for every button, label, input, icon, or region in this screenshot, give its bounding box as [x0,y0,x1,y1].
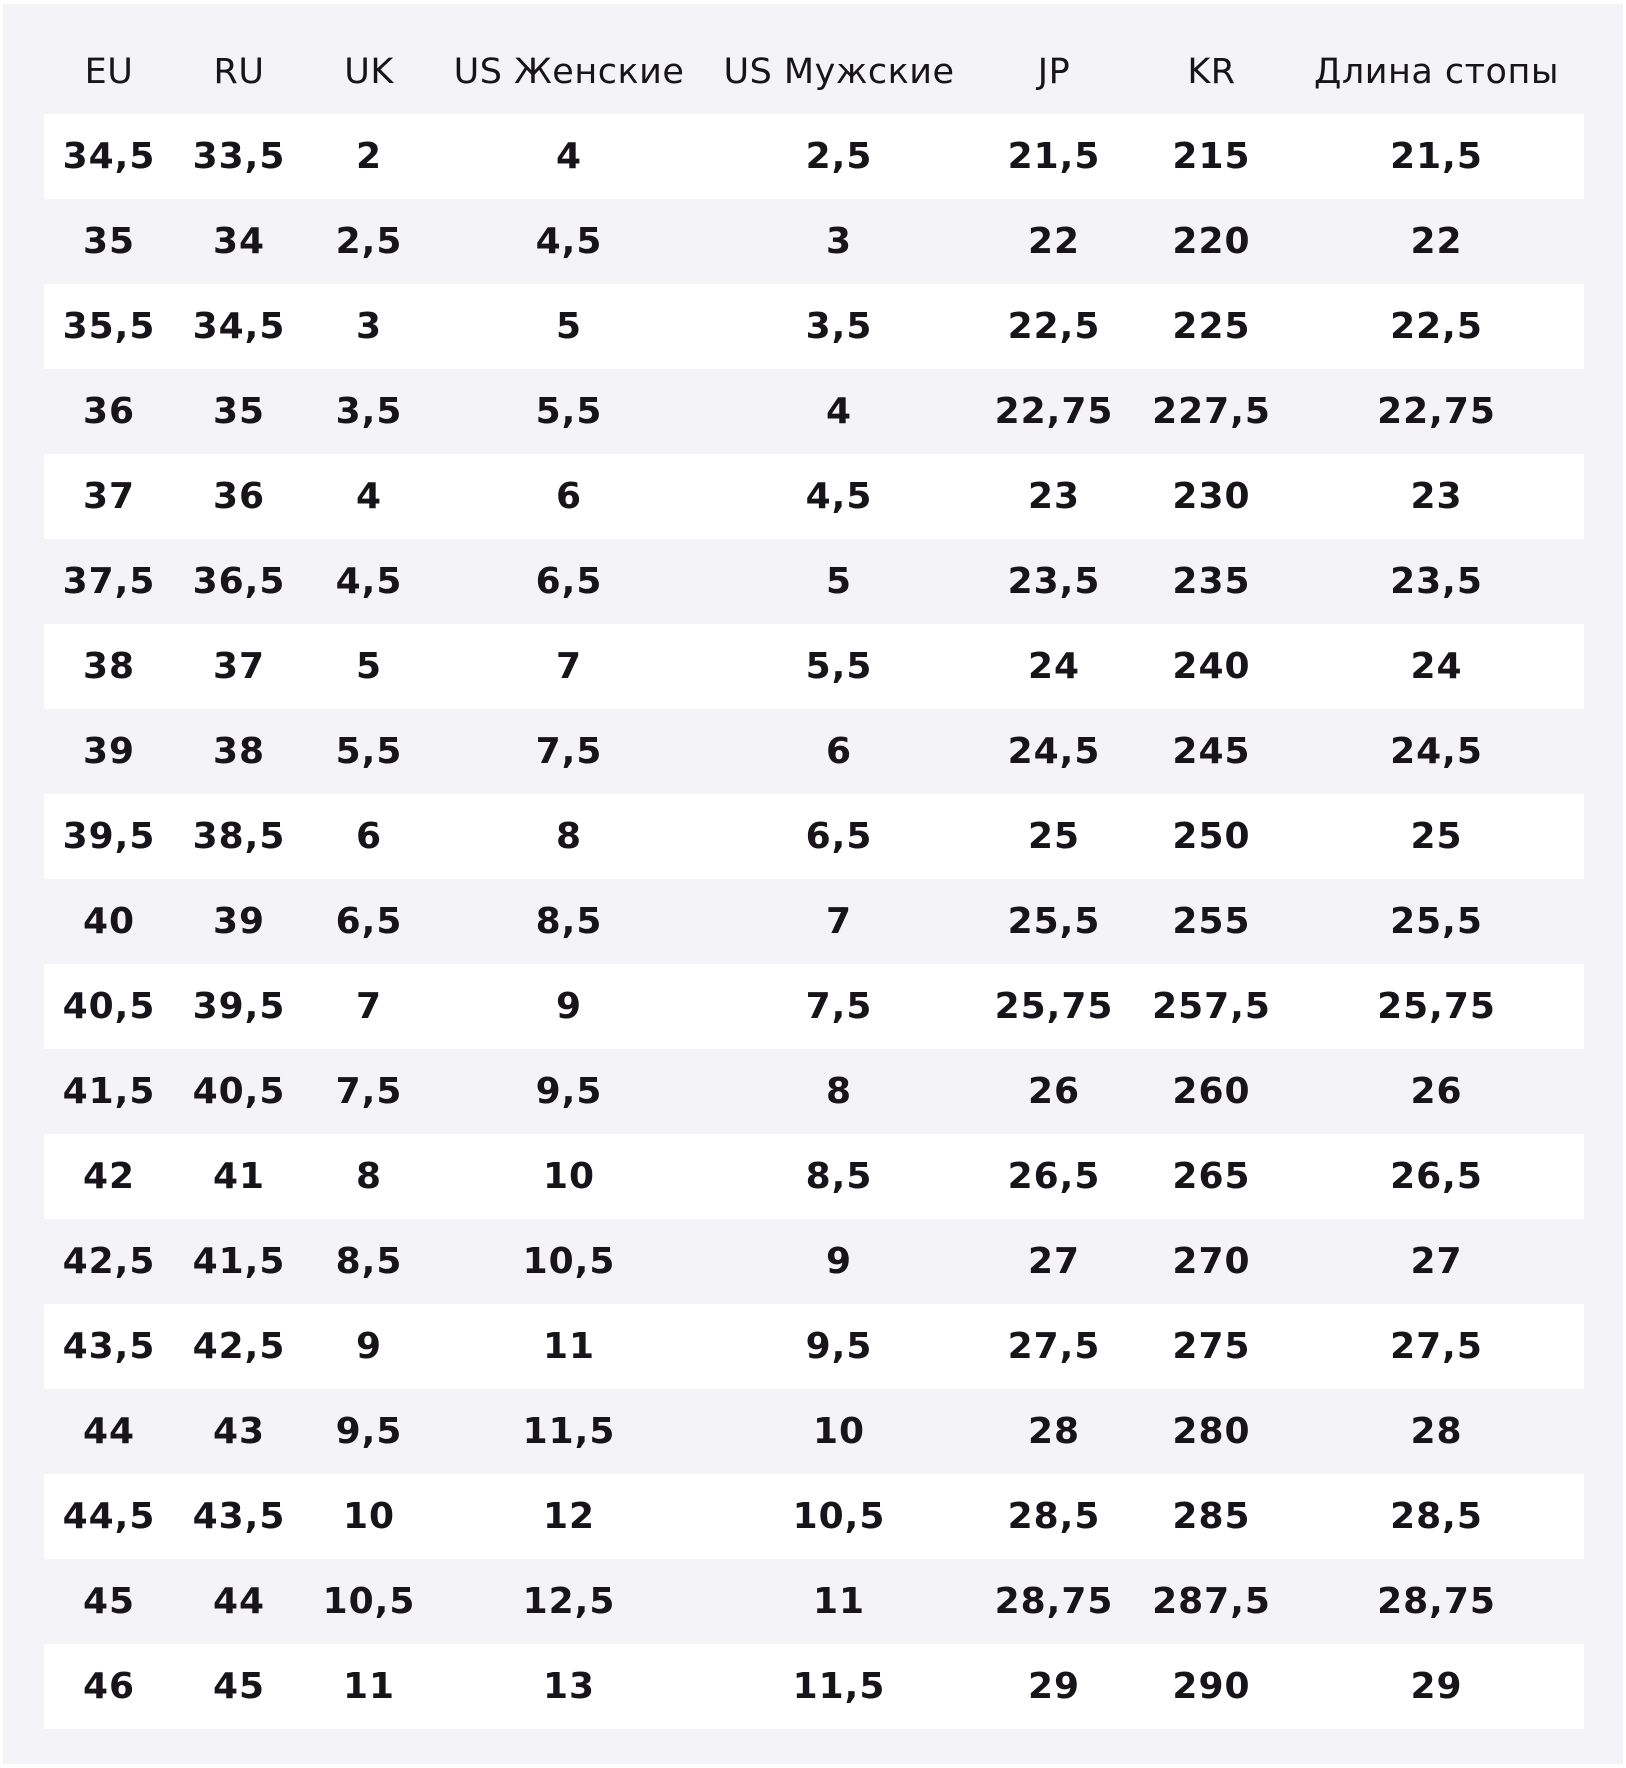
table-cell-kr: 230 [1134,454,1289,539]
table-cell-us-women: 10,5 [434,1219,704,1304]
table-cell-us-men: 5 [704,539,974,624]
table-cell-eu: 38 [44,624,174,709]
table-cell-ru: 36,5 [174,539,304,624]
table-cell-jp: 24 [974,624,1134,709]
column-header-foot-length: Длина стопы [1314,52,1559,92]
table-cell-us-men: 6 [704,709,974,794]
table-cell-us-men: 11 [704,1559,974,1644]
table-cell-eu: 34,5 [44,114,174,199]
table-row [44,369,1584,454]
table-cell-ru: 45 [174,1644,304,1729]
table-cell-us-men: 8,5 [704,1134,974,1219]
table-cell-us-women: 10 [434,1134,704,1219]
table-cell-ru: 37 [174,624,304,709]
table-row [44,539,1584,624]
table-cell-foot-length: 28,75 [1289,1559,1584,1644]
table-cell-us-men: 9,5 [704,1304,974,1389]
table-cell-uk: 3,5 [304,369,434,454]
table-cell-us-men: 8 [704,1049,974,1134]
table-cell-foot-length: 27 [1289,1219,1584,1304]
table-cell-ru: 35 [174,369,304,454]
table-cell-foot-length: 27,5 [1289,1304,1584,1389]
size-chart-table [44,30,1584,1729]
table-cell-kr: 260 [1134,1049,1289,1134]
table-row [44,879,1584,964]
table-cell-foot-length: 26 [1289,1049,1584,1134]
table-cell-uk: 2,5 [304,199,434,284]
table-cell-us-men: 11,5 [704,1644,974,1729]
table-cell-kr: 220 [1134,199,1289,284]
table-cell-ru: 41 [174,1134,304,1219]
table-cell-eu: 35,5 [44,284,174,369]
table-cell-us-men: 2,5 [704,114,974,199]
table-row [44,1474,1584,1559]
table-cell-kr: 215 [1134,114,1289,199]
table-cell-uk: 2 [304,114,434,199]
table-cell-jp: 27,5 [974,1304,1134,1389]
table-row [44,1389,1584,1474]
table-cell-uk: 5 [304,624,434,709]
table-cell-foot-length: 24 [1289,624,1584,709]
table-cell-eu: 40 [44,879,174,964]
table-cell-ru: 42,5 [174,1304,304,1389]
table-cell-us-women: 4 [434,114,704,199]
table-cell-ru: 43,5 [174,1474,304,1559]
table-cell-kr: 280 [1134,1389,1289,1474]
table-cell-ru: 39 [174,879,304,964]
table-cell-foot-length: 28 [1289,1389,1584,1474]
table-cell-uk: 9,5 [304,1389,434,1474]
table-cell-us-women: 13 [434,1644,704,1729]
table-cell-us-women: 4,5 [434,199,704,284]
table-cell-eu: 37,5 [44,539,174,624]
table-cell-us-men: 10 [704,1389,974,1474]
table-cell-foot-length: 21,5 [1289,114,1584,199]
column-header-uk: UK [344,52,394,92]
table-cell-jp: 25 [974,794,1134,879]
table-cell-jp: 28 [974,1389,1134,1474]
table-row [44,709,1584,794]
table-cell-uk: 10 [304,1474,434,1559]
table-cell-eu: 35 [44,199,174,284]
table-cell-us-men: 4 [704,369,974,454]
table-cell-us-women: 6 [434,454,704,539]
table-cell-us-women: 8 [434,794,704,879]
table-cell-eu: 39,5 [44,794,174,879]
size-chart-panel [3,4,1623,1764]
table-cell-us-women: 6,5 [434,539,704,624]
table-cell-ru: 41,5 [174,1219,304,1304]
table-cell-us-women: 9 [434,964,704,1049]
table-row [44,1049,1584,1134]
table-cell-us-women: 5 [434,284,704,369]
table-cell-jp: 22 [974,199,1134,284]
table-cell-uk: 4,5 [304,539,434,624]
table-body [44,114,1584,1729]
table-cell-kr: 240 [1134,624,1289,709]
table-cell-eu: 45 [44,1559,174,1644]
table-cell-jp: 25,5 [974,879,1134,964]
table-cell-ru: 33,5 [174,114,304,199]
table-cell-ru: 39,5 [174,964,304,1049]
table-cell-uk: 3 [304,284,434,369]
table-cell-uk: 8,5 [304,1219,434,1304]
table-row [44,284,1584,369]
table-cell-us-women: 7,5 [434,709,704,794]
table-cell-eu: 37 [44,454,174,539]
table-cell-foot-length: 23 [1289,454,1584,539]
table-cell-kr: 250 [1134,794,1289,879]
table-cell-uk: 10,5 [304,1559,434,1644]
table-cell-jp: 26 [974,1049,1134,1134]
table-cell-eu: 43,5 [44,1304,174,1389]
table-cell-eu: 42 [44,1134,174,1219]
table-row [44,624,1584,709]
table-cell-kr: 265 [1134,1134,1289,1219]
column-header-jp: JP [1037,52,1071,92]
table-cell-us-women: 7 [434,624,704,709]
table-cell-jp: 22,75 [974,369,1134,454]
table-cell-us-men: 7 [704,879,974,964]
table-cell-us-women: 9,5 [434,1049,704,1134]
table-cell-ru: 38,5 [174,794,304,879]
table-cell-foot-length: 25,5 [1289,879,1584,964]
table-cell-jp: 27 [974,1219,1134,1304]
table-cell-jp: 22,5 [974,284,1134,369]
table-cell-us-women: 5,5 [434,369,704,454]
table-cell-us-women: 8,5 [434,879,704,964]
table-cell-uk: 11 [304,1644,434,1729]
table-cell-kr: 225 [1134,284,1289,369]
table-cell-foot-length: 22,5 [1289,284,1584,369]
table-row [44,1134,1584,1219]
table-cell-eu: 40,5 [44,964,174,1049]
table-cell-foot-length: 25,75 [1289,964,1584,1049]
header-row [44,30,1584,114]
table-cell-jp: 28,75 [974,1559,1134,1644]
table-cell-us-men: 5,5 [704,624,974,709]
table-row [44,1219,1584,1304]
table-row [44,794,1584,879]
table-cell-ru: 40,5 [174,1049,304,1134]
table-cell-foot-length: 24,5 [1289,709,1584,794]
table-cell-jp: 25,75 [974,964,1134,1049]
table-cell-jp: 23,5 [974,539,1134,624]
table-cell-uk: 6 [304,794,434,879]
table-cell-uk: 7 [304,964,434,1049]
table-row [44,1644,1584,1729]
table-cell-us-men: 9 [704,1219,974,1304]
column-header-eu: EU [84,52,134,92]
table-cell-eu: 36 [44,369,174,454]
table-cell-jp: 29 [974,1644,1134,1729]
column-header-kr: KR [1187,52,1236,92]
table-cell-jp: 21,5 [974,114,1134,199]
table-cell-foot-length: 26,5 [1289,1134,1584,1219]
table-cell-us-men: 3 [704,199,974,284]
table-cell-kr: 285 [1134,1474,1289,1559]
table-row [44,1559,1584,1644]
table-cell-us-women: 12 [434,1474,704,1559]
table-cell-us-women: 12,5 [434,1559,704,1644]
table-cell-kr: 227,5 [1134,369,1289,454]
table-cell-eu: 39 [44,709,174,794]
table-cell-eu: 41,5 [44,1049,174,1134]
table-cell-eu: 46 [44,1644,174,1729]
table-cell-foot-length: 25 [1289,794,1584,879]
table-cell-uk: 9 [304,1304,434,1389]
table-cell-eu: 44 [44,1389,174,1474]
table-cell-eu: 44,5 [44,1474,174,1559]
table-cell-us-men: 6,5 [704,794,974,879]
table-cell-jp: 23 [974,454,1134,539]
table-cell-ru: 34 [174,199,304,284]
table-cell-kr: 245 [1134,709,1289,794]
table-cell-eu: 42,5 [44,1219,174,1304]
table-cell-kr: 235 [1134,539,1289,624]
table-row [44,964,1584,1049]
table-cell-kr: 257,5 [1134,964,1289,1049]
table-cell-ru: 38 [174,709,304,794]
table-cell-kr: 290 [1134,1644,1289,1729]
column-header-us-men: US Мужские [723,52,955,92]
table-cell-ru: 44 [174,1559,304,1644]
table-cell-us-men: 4,5 [704,454,974,539]
table-cell-jp: 28,5 [974,1474,1134,1559]
table-row [44,1304,1584,1389]
table-cell-uk: 7,5 [304,1049,434,1134]
table-cell-ru: 34,5 [174,284,304,369]
table-cell-foot-length: 23,5 [1289,539,1584,624]
table-cell-jp: 26,5 [974,1134,1134,1219]
table-cell-foot-length: 28,5 [1289,1474,1584,1559]
column-header-us-women: US Женские [453,52,685,92]
table-cell-foot-length: 29 [1289,1644,1584,1729]
table-row [44,454,1584,539]
table-cell-kr: 270 [1134,1219,1289,1304]
table-cell-foot-length: 22 [1289,199,1584,284]
table-cell-ru: 43 [174,1389,304,1474]
column-header-ru: RU [213,52,265,92]
table-cell-kr: 287,5 [1134,1559,1289,1644]
table-cell-uk: 8 [304,1134,434,1219]
table-cell-kr: 275 [1134,1304,1289,1389]
table-cell-uk: 6,5 [304,879,434,964]
table-cell-uk: 4 [304,454,434,539]
table-cell-us-men: 7,5 [704,964,974,1049]
table-cell-us-women: 11,5 [434,1389,704,1474]
table-row [44,199,1584,284]
table-cell-us-men: 3,5 [704,284,974,369]
table-row [44,114,1584,199]
table-cell-kr: 255 [1134,879,1289,964]
table-cell-us-women: 11 [434,1304,704,1389]
table-cell-uk: 5,5 [304,709,434,794]
table-cell-ru: 36 [174,454,304,539]
table-cell-us-men: 10,5 [704,1474,974,1559]
table-header [44,30,1584,114]
table-cell-jp: 24,5 [974,709,1134,794]
table-cell-foot-length: 22,75 [1289,369,1584,454]
